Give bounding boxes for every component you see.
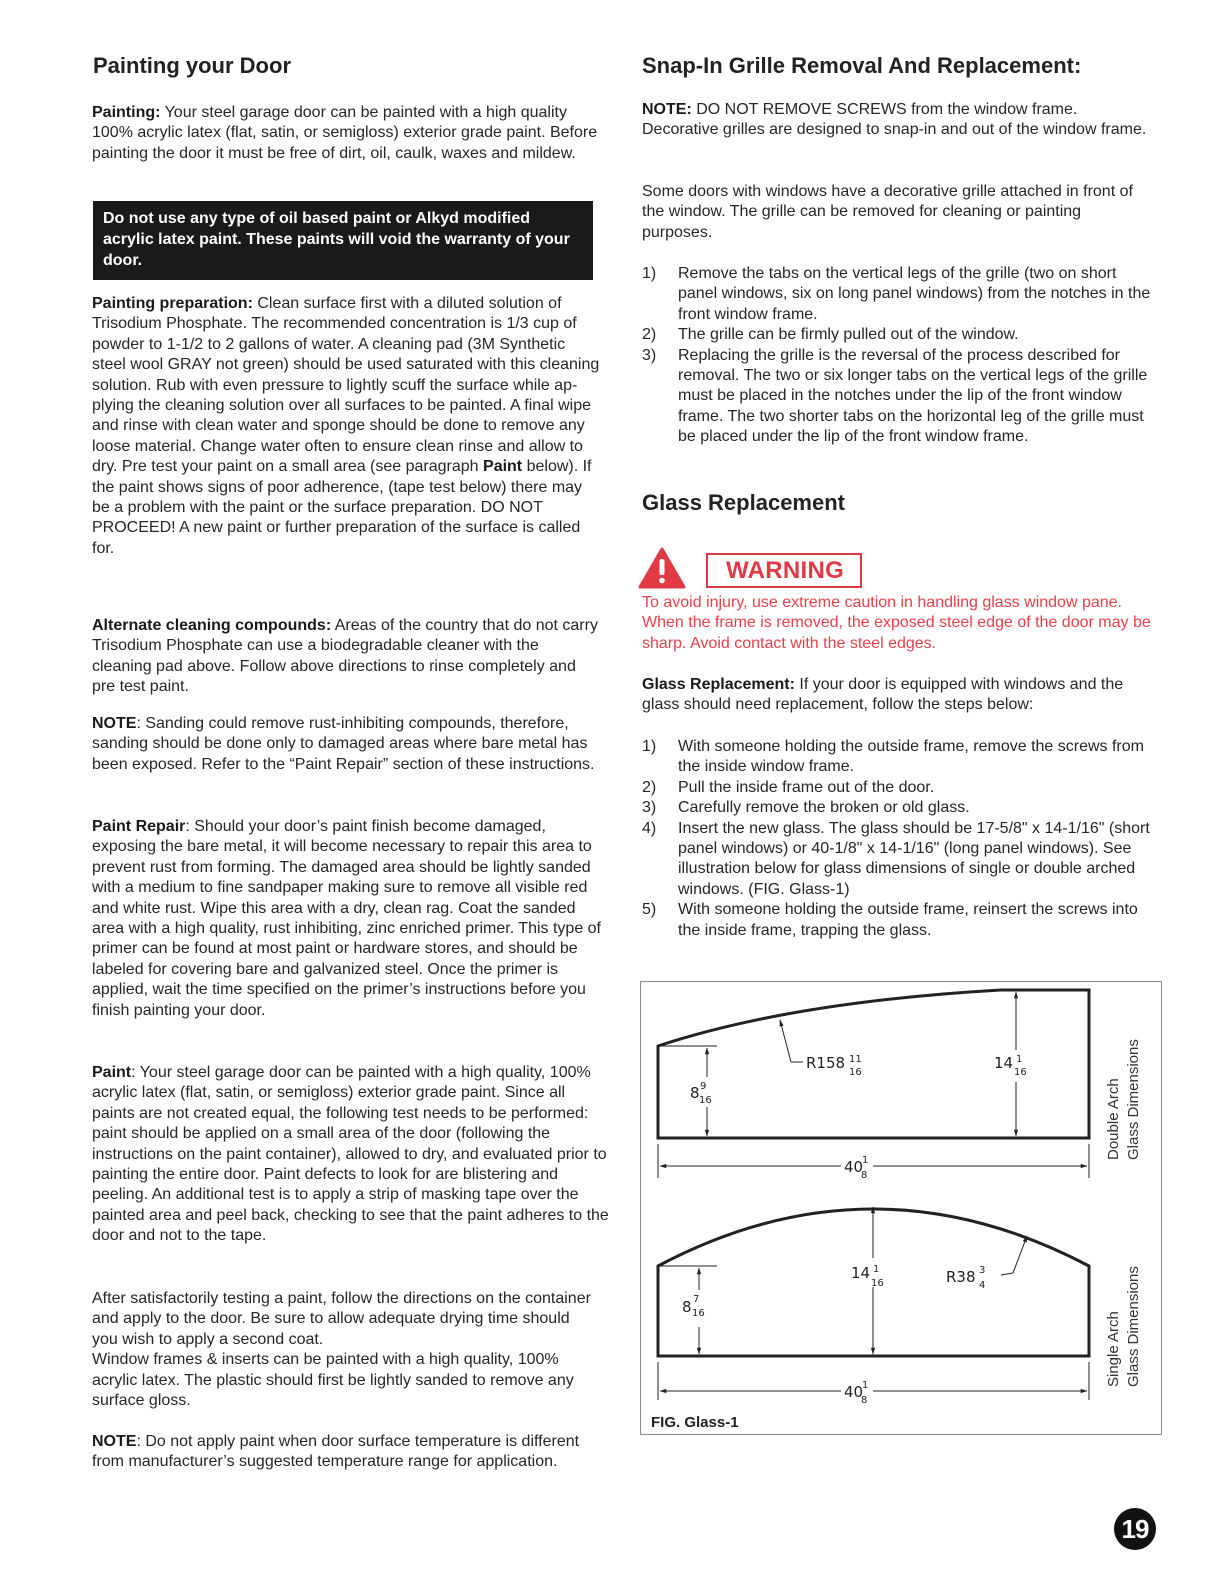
painting-label: Painting: (92, 104, 161, 121)
temperature-note-paragraph: NOTE: Do not apply paint when door surface temperature is different from manufacturer’s suggested temperature range for application. (92, 1433, 580, 1471)
section-title-grille: Snap-In Grille Removal And Replacement: (642, 53, 1082, 78)
paint-label: Paint (92, 1064, 132, 1081)
svg-text:16: 16 (871, 1278, 884, 1289)
paint-repair-paragraph: Paint Repair: Should your door’s paint finish become damaged, exposing the bare metal, it will become necessary to repair this area to prevent rust from forming. The damaged area should be lightly sanded with a medium to fine sandpaper making sure to remove all visible red and white rust. Wipe this area with a dry, clean rag. Coat the sanded area with a high quality, rust inhibiting, zinc enriched primer. This type of primer can be found at most paint or hardware stores, and should be labeled for covering bare and galvanized steel. Once the primer is applied, wait the time specified on the primer’s instructions before you finish painting your door. (92, 818, 601, 1019)
svg-text:R158: R158 (806, 1054, 846, 1072)
svg-text:1: 1 (862, 1380, 869, 1391)
figure-caption: FIG. Glass-1 (651, 1414, 739, 1431)
arch-diagrams (641, 982, 1163, 1436)
svg-text:1: 1 (873, 1264, 880, 1275)
svg-text:1: 1 (1016, 1054, 1023, 1065)
note-label: NOTE (92, 715, 137, 732)
svg-text:3: 3 (979, 1265, 986, 1276)
svg-text:9: 9 (700, 1081, 707, 1092)
single-arch-label-1: Single Arch (1105, 1311, 1122, 1387)
list-item: 1) Remove the tabs on the vertical legs of the grille (two on short panel windows, six on long panel windows) from the notches in the front window frame. (642, 265, 1151, 323)
painting-text: Your steel garage door can be painted with a high quality 100% acrylic latex (flat, satin, or semigloss) exterior grade paint. Before painting the door it must be free of dirt, oil, caulk, waxes and mildew. (92, 104, 598, 162)
paint-paragraph: Paint: Your steel garage door can be painted with a high quality, 100% acrylic latex (flat, satin, or semigloss) exterior grade paint. Since all paints are not created equal, the following test needs to be performed: paint should be applied on a small area of the door (following the instructions on the paint container), allowed to dry, and evaluated prior to painting the entire door. Paint defects to look for are blistering and peeling. An additional test is to apply a strip of masking tape over the painted area and peel back, checking to see that the paint adheres to the door and not to the tape. (92, 1064, 609, 1245)
double-arch-label-1: Double Arch (1105, 1078, 1122, 1160)
single-arch-label-2: Glass Dimensions (1125, 1266, 1142, 1387)
svg-text:16: 16 (692, 1308, 705, 1319)
svg-text:14: 14 (851, 1264, 871, 1282)
after-testing-paragraph: After satisfactorily testing a paint, follow the directions on the container and apply to the door. Be sure to allow adequate drying time should you wish to apply a second coat. Window frames & inserts can be painted with a high quality, 100% acrylic latex. The plastic should first be lightly sanded to remove any surface gloss. (92, 1290, 591, 1410)
list-item: 5) With someone holding the outside frame, reinsert the screws into the inside frame, trapping the glass. (642, 901, 1138, 939)
warning-label: WARNING (706, 553, 862, 588)
svg-text:8: 8 (861, 1395, 868, 1406)
alternate-cleaning-paragraph: Alternate cleaning compounds: Areas of the country that do not carry Trisodium Phosphate can use a biodegradable cleaner with the cleaning pad above. Follow above directions to rinse completely and pre test paint. (92, 617, 598, 696)
list-item: 2) Pull the inside frame out of the door. (642, 778, 935, 796)
paint-reference: Paint (483, 458, 523, 476)
glass-steps-list (642, 737, 1162, 941)
list-item: 1) With someone holding the outside frame, remove the screws from the inside window frame. (642, 738, 1144, 776)
svg-text:14: 14 (994, 1054, 1014, 1072)
svg-text:R38: R38 (946, 1268, 976, 1286)
note-label: NOTE (92, 1433, 137, 1450)
svg-text:8: 8 (682, 1298, 692, 1316)
preparation-label: Painting preparation: (92, 295, 253, 312)
warning-text: To avoid injury, use extreme caution in handling glass window pane. When the frame is removed, the exposed steel edge of the door may be sharp. Avoid contact with the steel edges. (642, 594, 1151, 652)
svg-text:8: 8 (861, 1170, 868, 1181)
warning-triangle-icon (638, 547, 686, 594)
list-item: 3) Carefully remove the broken or old glass. (642, 799, 970, 817)
grille-intro-paragraph: Some doors with windows have a decorative grille attached in front of the window. The grille can be removed for cleaning or painting purposes. (642, 183, 1133, 241)
svg-text:8: 8 (690, 1084, 700, 1102)
preparation-paragraph: Painting preparation: Clean surface first with a diluted solution of Trisodium Phosphate. The recommended concentration is 1/3 cup of powder to 1-1/2 to 2 gallons of water. A cleaning pad (3M Synthetic steel wool GRAY not green) should be used saturated with this cleaning solution. Rub with even pressure to lightly scuff the surface while ap-plying the cleaning solution over all surfaces to be painted. A final wipe and rinse with clean water and sponge should be done to remove any loose material. Change water often to ensure clean rinse and allow to dry. Pre test your paint on a small area (see paragraph Paint below). If the paint shows signs of poor adherence, (tape test below) there may be a problem with the paint or the surface preparation. DO NOT PROCEED! A new paint or further preparation of the surface is called for. (92, 295, 600, 557)
double-arch-label-2: Glass Dimensions (1125, 1039, 1142, 1160)
glass-replacement-label: Glass Replacement: (642, 676, 795, 693)
grille-note-paragraph: NOTE: DO NOT REMOVE SCREWS from the window frame. Decorative grilles are designed to snap-in and out of the window frame. (642, 101, 1147, 139)
svg-text:7: 7 (693, 1294, 700, 1305)
svg-text:40: 40 (844, 1383, 864, 1401)
list-item: 4) Insert the new glass. The glass should be 17-5/8" x 14-1/16" (short panel windows) or 40-1/8" x 14-1/16" (long panel windows). See illustration below for glass dimensions of single or double arched windows. (FIG. Glass-1) (642, 819, 1150, 898)
svg-text:16: 16 (1014, 1067, 1027, 1078)
paint-repair-label: Paint Repair (92, 818, 186, 835)
svg-text:16: 16 (699, 1095, 712, 1106)
list-item: 3) Replacing the grille is the reversal of the process described for removal. The two or six longer tabs on the vertical legs of the grille must be placed in the notches under the lip of the front window frame. The two shorter tabs on the horizontal leg of the grille must be placed under the lip of the front window frame. (642, 346, 1148, 446)
section-title-painting: Painting your Door (93, 53, 291, 78)
grille-steps-list (642, 264, 1158, 448)
painting-paragraph (92, 103, 602, 164)
list-item: 2) The grille can be firmly pulled out of the window. (642, 326, 1019, 344)
sanding-note-paragraph: NOTE: Sanding could remove rust-inhibiting compounds, therefore, sanding should be done only to damaged areas where bare metal has been exposed. Refer to the “Paint Repair” section of these instructions. (92, 715, 595, 773)
svg-text:1: 1 (862, 1155, 869, 1166)
svg-text:4: 4 (979, 1280, 986, 1291)
glass-dimensions-figure (640, 981, 1162, 1435)
alternate-label: Alternate cleaning compounds: (92, 617, 332, 634)
svg-text:40: 40 (844, 1158, 864, 1176)
section-title-glass: Glass Replacement (642, 490, 845, 515)
glass-intro-paragraph: Glass Replacement: If your door is equipped with windows and the glass should need replacement, follow the steps below: (642, 676, 1124, 714)
svg-text:16: 16 (849, 1067, 862, 1078)
warning-header (638, 547, 862, 594)
page-number-badge: 19 (1114, 1508, 1156, 1550)
svg-text:11: 11 (849, 1054, 862, 1065)
note-label: NOTE: (642, 101, 692, 118)
oil-paint-warning-box: Do not use any type of oil based paint or Alkyd modified acrylic latex paint. These paints will void the warranty of your door. (93, 201, 593, 280)
